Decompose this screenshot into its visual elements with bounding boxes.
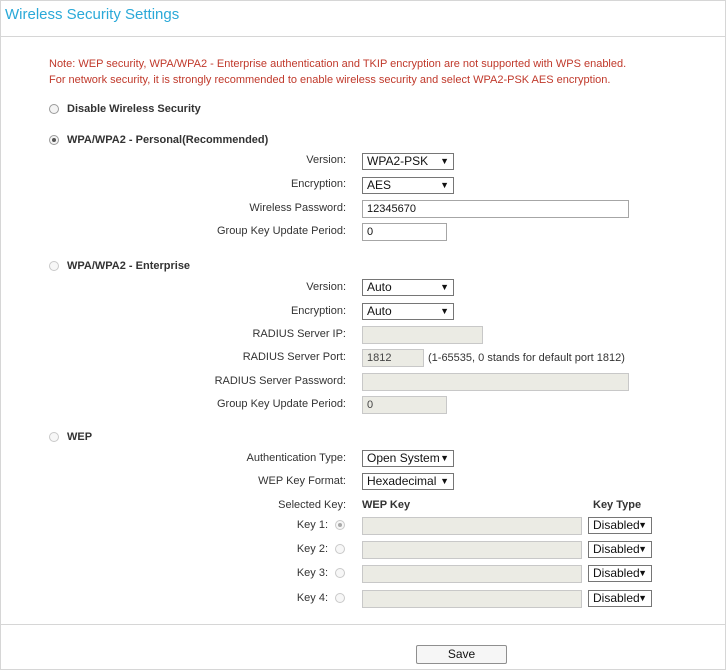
wpa-enterprise-option[interactable] <box>49 260 190 272</box>
key-2-radio[interactable] <box>335 544 345 554</box>
key-3-label: Key 3: <box>296 567 328 579</box>
personal-encryption-label: Encryption: <box>290 178 346 190</box>
chevron-down-icon: ▼ <box>638 568 647 578</box>
enterprise-encryption-value: Auto <box>367 304 392 318</box>
key-1-type-select[interactable] <box>588 517 652 534</box>
enterprise-version-select[interactable] <box>362 279 454 296</box>
key-2-input[interactable] <box>362 541 582 559</box>
chevron-down-icon: ▼ <box>638 544 647 554</box>
enterprise-version-value: Auto <box>367 280 392 294</box>
radius-port-input[interactable]: 1812 <box>362 349 424 367</box>
personal-gkup-label: Group Key Update Period: <box>216 225 346 237</box>
auth-type-label: Authentication Type: <box>246 452 346 464</box>
personal-gkup-input[interactable]: 0 <box>362 223 447 241</box>
personal-version-label: Version: <box>306 154 346 166</box>
key-3-input[interactable] <box>362 565 582 583</box>
chevron-down-icon: ▼ <box>440 282 449 292</box>
wep-label: WEP <box>67 431 93 443</box>
radius-ip-label: RADIUS Server IP: <box>252 328 346 340</box>
radius-ip-input[interactable] <box>362 326 483 344</box>
selected-key-label: Selected Key: <box>278 499 346 511</box>
key-4-radio[interactable] <box>335 593 345 603</box>
radius-password-label: RADIUS Server Password: <box>214 375 346 387</box>
key-type-header: Key Type <box>593 499 642 511</box>
title-divider <box>1 36 725 37</box>
key-3-radio[interactable] <box>335 568 345 578</box>
page-title: Wireless Security Settings <box>5 6 180 23</box>
enterprise-version-label: Version: <box>306 281 346 293</box>
key-4-label: Key 4: <box>296 592 328 604</box>
radius-port-label: RADIUS Server Port: <box>242 351 346 363</box>
chevron-down-icon: ▼ <box>440 453 449 463</box>
footer-divider <box>1 624 725 625</box>
wpa-enterprise-label: WPA/WPA2 - Enterprise <box>67 260 191 272</box>
radius-port-hint: (1-65535, 0 stands for default port 1812) <box>428 352 625 364</box>
wep-key-format-value: Hexadecimal <box>367 474 437 488</box>
key-2-type-value: Disabled <box>593 542 640 556</box>
chevron-down-icon: ▼ <box>440 306 449 316</box>
key-1-type-value: Disabled <box>593 518 640 532</box>
wps-note: Note: WEP security, WPA/WPA2 - Enterprise authentication and TKIP encryption are not supported with WPS enabled. <box>49 58 627 70</box>
wpa-personal-label: WPA/WPA2 - Personal(Recommended) <box>67 134 269 146</box>
disable-security-option[interactable] <box>49 103 201 115</box>
disable-security-radio[interactable] <box>49 104 59 114</box>
key-2-type-select[interactable] <box>588 541 652 558</box>
wep-key-format-label: WEP Key Format: <box>258 475 346 487</box>
key-4-type-value: Disabled <box>593 591 640 605</box>
wpa-personal-option[interactable] <box>49 134 268 146</box>
chevron-down-icon: ▼ <box>638 593 647 603</box>
personal-version-select[interactable] <box>362 153 454 170</box>
wep-radio[interactable] <box>49 432 59 442</box>
wireless-password-input[interactable]: 12345670 <box>362 200 629 218</box>
key-3-type-select[interactable] <box>588 565 652 582</box>
wpa-enterprise-radio[interactable] <box>49 261 59 271</box>
wep-option[interactable] <box>49 431 92 443</box>
enterprise-encryption-label: Encryption: <box>290 305 346 317</box>
enterprise-gkup-input[interactable]: 0 <box>362 396 447 414</box>
chevron-down-icon: ▼ <box>440 156 449 166</box>
wep-key-format-select[interactable] <box>362 473 454 490</box>
wireless-password-label: Wireless Password: <box>249 202 346 214</box>
personal-encryption-value: AES <box>367 178 392 192</box>
wpa-personal-radio[interactable] <box>49 135 59 145</box>
security-recommendation: For network security, it is strongly recommended to enable wireless security and select WPA2-PSK AES encryption. <box>49 74 611 86</box>
personal-encryption-select[interactable] <box>362 177 454 194</box>
key-1-radio[interactable] <box>335 520 345 530</box>
enterprise-gkup-label: Group Key Update Period: <box>216 398 346 410</box>
chevron-down-icon: ▼ <box>440 476 449 486</box>
key-1-label: Key 1: <box>296 519 328 531</box>
radius-password-input[interactable] <box>362 373 629 391</box>
personal-version-value: WPA2-PSK <box>367 154 429 168</box>
key-3-type-value: Disabled <box>593 566 640 580</box>
save-button[interactable]: Save <box>416 645 507 664</box>
key-2-label: Key 2: <box>296 543 328 555</box>
chevron-down-icon: ▼ <box>638 520 647 530</box>
key-4-input[interactable] <box>362 590 582 608</box>
key-1-input[interactable] <box>362 517 582 535</box>
auth-type-value: Open System <box>367 451 440 465</box>
chevron-down-icon: ▼ <box>440 180 449 190</box>
key-4-type-select[interactable] <box>588 590 652 607</box>
wep-key-header: WEP Key <box>362 499 411 511</box>
disable-security-label: Disable Wireless Security <box>67 103 201 115</box>
auth-type-select[interactable] <box>362 450 454 467</box>
enterprise-encryption-select[interactable] <box>362 303 454 320</box>
